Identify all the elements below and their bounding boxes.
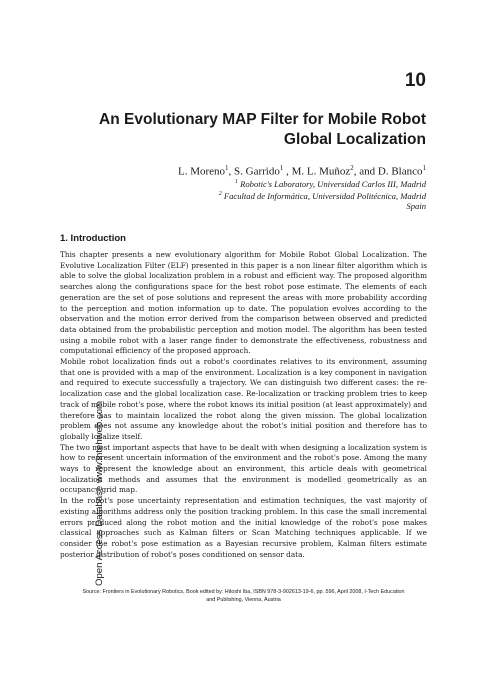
affiliation-2-number: 2 <box>218 191 222 197</box>
section-heading: 1. Introduction <box>60 233 126 244</box>
author-1-affil: 1 <box>225 164 229 172</box>
affiliation-2 <box>219 189 426 202</box>
paragraph: The two most important aspects that have to be dealt with when designing a localization system is how to represent uncertain information of the environment and the robot's pose. Among the many ways to represent the knowledge about an environment, this article deals with geometrical localization methods and assumes that the environment is modelled geometrically as an occupancy grid map. <box>60 442 427 495</box>
affiliation-1-text: Robotic's Laboratory, Universidad Carlos III, Madrid <box>237 178 426 189</box>
author-2-affil: 1 <box>279 164 284 172</box>
paragraph: In the robot's pose uncertainty representation and estimation techniques, the vast majority of existing algorithms address only the position tracking problem. In this case the small incremental errors produced along the robot motion and the initial knowledge of the robot's pose makes classical approaches such as Kalman filters or Scan Matching techniques applicable. If we consider the robot's pose estimation as a Bayesian recursive problem, Kalman filters estimate posterior distribution of robot's poses conditioned on sensor data. <box>60 496 427 559</box>
paragraph: Mobile robot localization finds out a robot's coordinates relatives to its environment, assuming that one is provided with a map of the environment. Localization is a key component in navigation and required to execute successfully a trajectory. We can distinguish two different cases: the re-localization case and the global localization case. Re-localization or tracking problem tries to keep track of mobile robot's pose, where the robot knows its initial position (at least approximately) and therefore has to maintain localized the robot along the given mission. The global localization problem does not assume any knowledge about the robot's initial position and therefore has to globally localize itself. <box>60 357 427 441</box>
affiliation-1-number: 1 <box>234 179 238 185</box>
chapter-number: 10 <box>404 70 426 91</box>
author-1: L. Moreno <box>177 165 226 178</box>
author-3: , M. L. Muñoz <box>283 165 351 178</box>
author-2: , S. Garrido <box>228 165 280 178</box>
source-note <box>60 589 427 604</box>
author-4: , and D. Blanco <box>353 165 423 178</box>
body-text <box>60 250 427 560</box>
author-3-affil: 2 <box>350 164 354 172</box>
author-4-affil: 1 <box>422 164 426 172</box>
source-note-line-2: and Publishing, Vienna, Austria <box>206 596 281 603</box>
sidebar-watermark: Open Access Database www.intehweb.com <box>94 400 105 586</box>
paragraph: This chapter presents a new evolutionary algorithm for Mobile Robot Global Localization. The Evolutive Localization Filter (ELF) presented in this paper is a non linear filter algorithm which is able to solve the global localization problem in a robust and efficient way. The proposed algorithm searches along the configurations space for the best robot pose estimate. The elements of each generation are the set of pose solutions and represent the areas with more probability according to the perception and motion information up to date. The population evolves according to the observation and the motion error derived from the comparison between observed and predicted data obtained from the probabilistic perception and motion model. The algorithm has been tested using a mobile robot with a laser range finder to demonstrate the effectiveness, robustness and computational efficiency of the proposed approach. <box>60 250 427 356</box>
title-line-2: Global Localization <box>283 131 426 148</box>
source-note-line-1: Source: Frontiers in Evolutionary Robotics, Book edited by: Hitoshi Iba, ISBN 978-3-902613-19-6, pp. 596, April 2008, I-Tech Education <box>82 589 405 595</box>
title-line-1: An Evolutionary MAP Filter for Mobile Robot <box>99 111 426 128</box>
affiliation-2-text: Facultad de Informática, Universidad Politécnica, Madrid <box>221 190 426 201</box>
affiliation-1 <box>235 177 426 190</box>
paper-title <box>99 110 426 150</box>
affiliation-country: Spain <box>406 201 426 211</box>
